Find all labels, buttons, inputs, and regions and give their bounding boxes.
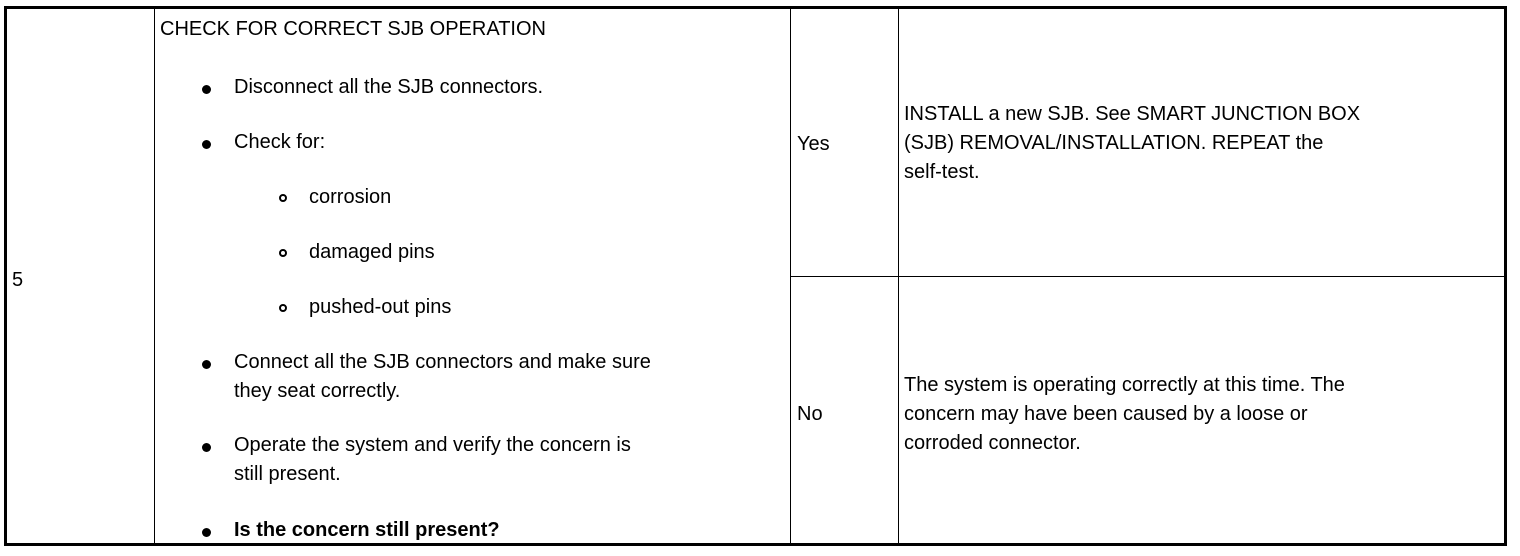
result-action-line: (SJB) REMOVAL/INSTALLATION. REPEAT the bbox=[904, 132, 1324, 154]
action-text-line: they seat correctly. bbox=[234, 380, 401, 402]
bullet-icon bbox=[202, 528, 211, 537]
step-title: CHECK FOR CORRECT SJB OPERATION bbox=[160, 18, 546, 40]
circle-bullet-icon bbox=[279, 249, 287, 257]
bullet-icon bbox=[202, 85, 211, 94]
action-text: Check for: bbox=[234, 131, 326, 153]
circle-bullet-icon bbox=[279, 304, 287, 312]
row-divider bbox=[790, 276, 1507, 277]
result-action-line: INSTALL a new SJB. See SMART JUNCTION BOX bbox=[904, 103, 1361, 125]
result-action-line: The system is operating correctly at this time. The bbox=[904, 374, 1345, 396]
bullet-icon bbox=[202, 360, 211, 369]
sub-item-text: pushed-out pins bbox=[309, 296, 452, 318]
bullet-icon bbox=[202, 140, 211, 149]
circle-bullet-icon bbox=[279, 194, 287, 202]
result-answer-no: No bbox=[797, 403, 823, 425]
bullet-icon bbox=[202, 443, 211, 452]
sub-item-text: corrosion bbox=[309, 186, 392, 208]
step-number: 5 bbox=[12, 269, 24, 291]
action-text-line: Connect all the SJB connectors and make sure bbox=[234, 351, 651, 373]
result-action-line: self-test. bbox=[904, 161, 980, 183]
question-text: Is the concern still present? bbox=[234, 519, 500, 541]
action-text: Disconnect all the SJB connectors. bbox=[234, 76, 544, 98]
result-action-line: corroded connector. bbox=[904, 432, 1081, 454]
column-divider bbox=[154, 6, 155, 546]
sub-item-text: damaged pins bbox=[309, 241, 435, 263]
result-answer-yes: Yes bbox=[797, 133, 830, 155]
result-action-line: concern may have been caused by a loose or bbox=[904, 403, 1308, 425]
action-text-line: Operate the system and verify the concern is bbox=[234, 434, 631, 456]
action-text-line: still present. bbox=[234, 463, 341, 485]
